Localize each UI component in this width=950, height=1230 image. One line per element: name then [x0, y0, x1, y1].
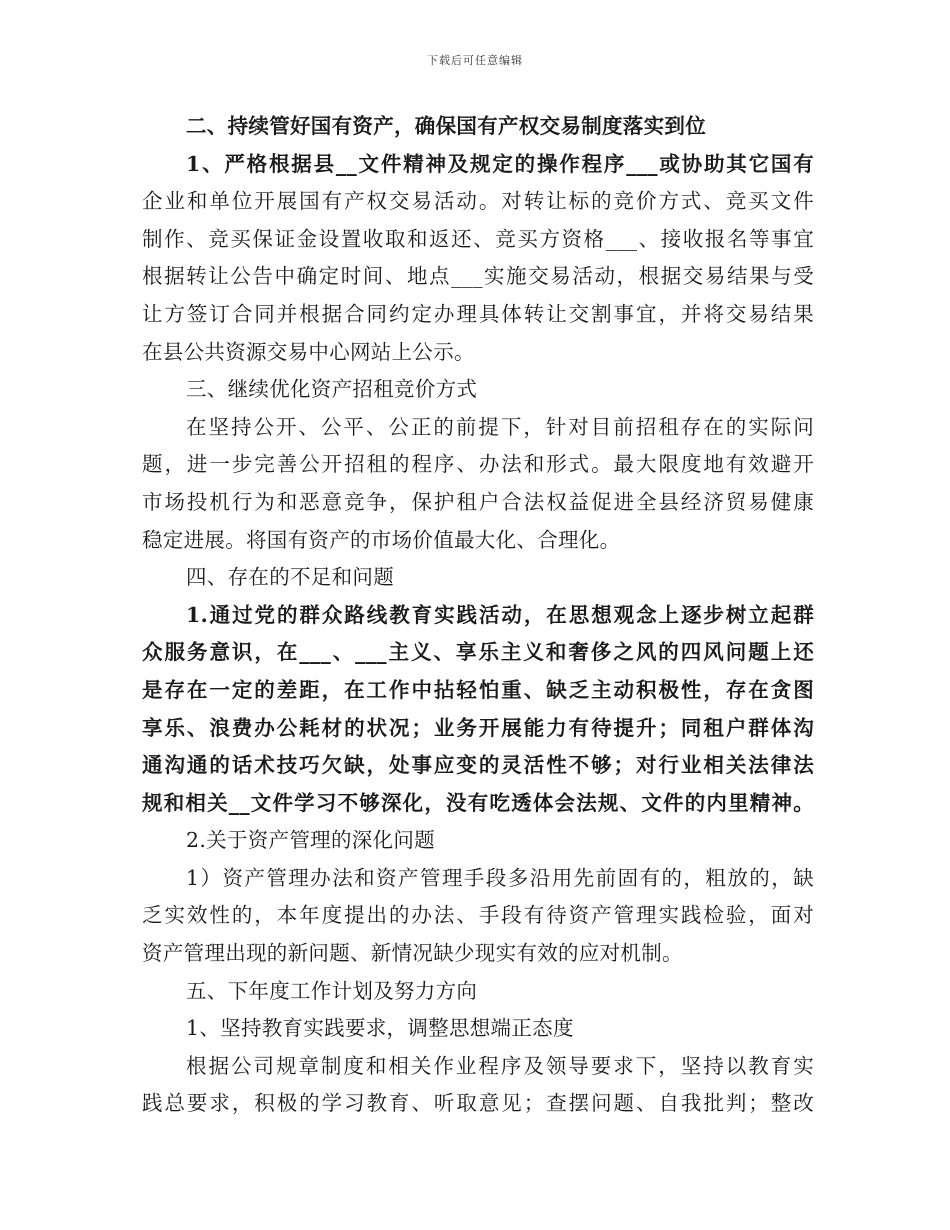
text-line: 是存在一定的差距，在工作中拈轻怕重、缺乏主动积极性，存在贪图	[142, 677, 814, 702]
text-line: 乏实效性的，本年度提出的办法、手段有待资产管理实践检验，面对	[142, 903, 814, 928]
text-line: 1.通过党的群众路线教育实践活动，在思想观念上逐步树立起群	[186, 602, 814, 627]
text-line: 制作、竞买保证金设置收取和返还、竞买方资格___、接收报名等事宜	[142, 226, 814, 251]
text-line: 众服务意识，在___、___主义、享乐主义和奢侈之风的四风问题上还	[142, 640, 814, 665]
text-line: 1、严格根据县__文件精神及规定的操作程序___或协助其它国有	[186, 151, 814, 176]
text-line: 在坚持公开、公平、公正的前提下，针对目前招租存在的实际问	[186, 414, 814, 439]
document-body	[142, 108, 814, 1123]
text-line: 三、继续优化资产招租竞价方式	[186, 377, 478, 402]
text-line: 在县公共资源交易中心网站上公示。	[142, 339, 475, 364]
text-line: 市场投机行为和恶意竞争，保护租户合法权益促进全县经济贸易健康	[142, 489, 814, 514]
text-line: 通沟通的话术技巧欠缺，处事应变的灵活性不够；对行业相关法律法	[142, 753, 814, 778]
text-line: 根据转让公告中确定时间、地点___实施交易活动，根据交易结果与受	[142, 264, 814, 289]
page-header: 下载后可任意编辑	[427, 54, 523, 67]
text-line: 享乐、浪费办公耗材的状况；业务开展能力有待提升；同租户群体沟	[142, 715, 814, 740]
text-line: 1）资产管理办法和资产管理手段多沿用先前固有的，粗放的，缺	[186, 865, 814, 890]
text-line: 规和相关__文件学习不够深化，没有吃透体会法规、文件的内里精神。	[142, 790, 814, 815]
text-line: 四、存在的不足和问题	[186, 565, 394, 590]
text-line: 企业和单位开展国有产权交易活动。对转让标的竞价方式、竞买文件	[142, 189, 814, 214]
text-line: 让方签订合同并根据合同约定办理具体转让交割事宜，并将交易结果	[142, 301, 814, 326]
text-line: 根据公司规章制度和相关作业程序及领导要求下，坚持以教育实	[186, 1053, 814, 1078]
text-line: 2.关于资产管理的深化问题	[186, 828, 435, 853]
text-line: 二、持续管好国有资产，确保国有产权交易制度落实到位	[186, 114, 706, 138]
text-line: 资产管理出现的新问题、新情况缺少现实有效的应对机制。	[142, 941, 683, 966]
text-line: 稳定进展。将国有资产的市场价值最大化、合理化。	[142, 527, 621, 552]
text-line: 践总要求，积极的学习教育、听取意见；查摆问题、自我批判；整改	[142, 1091, 814, 1116]
text-line: 题，进一步完善公开招租的程序、办法和形式。最大限度地有效避开	[142, 452, 814, 477]
text-line: 五、下年度工作计划及努力方向	[186, 978, 478, 1003]
text-line: 1、坚持教育实践要求，调整思想端正态度	[186, 1016, 574, 1041]
